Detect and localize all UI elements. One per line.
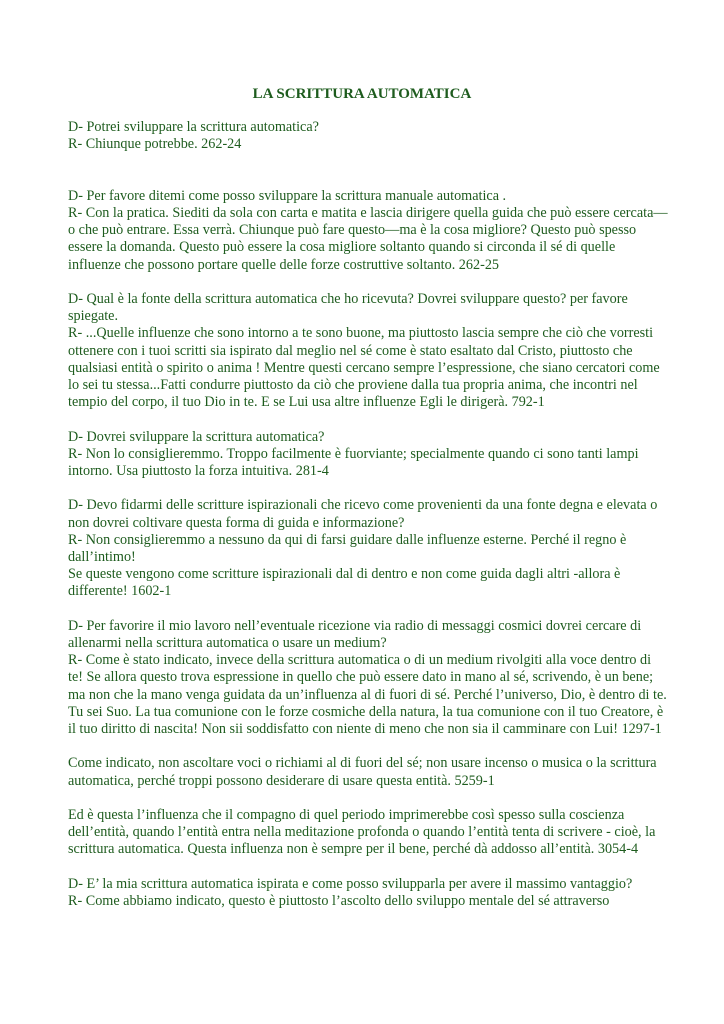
- text-line: D- Dovrei sviluppare la scrittura automatica?: [68, 428, 325, 445]
- text-line: R- Non consiglieremmo a nessuno da qui di farsi guidare dalle influenze esterne. Perché il regno è dall’intimo!: [68, 531, 627, 566]
- qa-text: [68, 291, 668, 411]
- document-body: [68, 119, 668, 910]
- paragraph: [68, 876, 668, 910]
- qa-text: [68, 188, 668, 274]
- text-line: D- E’ la mia scrittura automatica ispirata e come posso svilupparla per avere il massimo vantaggio?: [68, 875, 633, 892]
- qa-text: [68, 119, 668, 153]
- paragraph: [68, 291, 668, 411]
- text-line: D- Devo fidarmi delle scritture ispirazionali che ricevo come provenienti da una fonte degna e elevata o non dovrei coltivare questa forma di guida e informazione?: [68, 497, 658, 531]
- paragraph: [68, 755, 668, 789]
- text-line: R- Non lo consiglieremmo. Troppo facilmente è fuorviante; specialmente quando ci sono tanti lampi intorno. Usa piuttosto la forza intuitiva. 281-4: [68, 445, 639, 480]
- text-line: Come indicato, non ascoltare voci o richiami al di fuori del sé; non usare incenso o musica o la scrittura automatica, perché troppi possono desiderare di usare questa entità. 5259-1: [68, 755, 657, 789]
- text-line: R- Come abbiamo indicato, questo è piuttosto l’ascolto dello sviluppo mentale del sé attraverso: [68, 893, 610, 910]
- text-line: D- Per favorire il mio lavoro nell’eventuale ricezione via radio di messaggi cosmici dovrei cercare di allenarmi nella scrittura automatica o usare un medium?: [68, 617, 642, 652]
- text-line: D- Per favore ditemi come posso sviluppare la scrittura manuale automatica .: [68, 187, 507, 204]
- text-line: D- Potrei sviluppare la scrittura automatica?: [68, 119, 319, 135]
- paragraph: [68, 188, 668, 274]
- text-line: Se queste vengono come scritture ispirazionali dal di dentro e non come guida dagli altri -allora è differente! 1602-1: [68, 566, 621, 600]
- paragraph: [68, 429, 668, 481]
- text-line: D- Qual è la fonte della scrittura automatica che ho ricevuta? Dovrei sviluppare questo? per favore spiegate.: [68, 291, 628, 325]
- text-line: R- Come è stato indicato, invece della scrittura automatica o di un medium rivolgiti alla voce dentro di te! Se allora questo trova espressione in quello che può essere dato in mano al sé, scrivendo, è un bene; ma non che la mano venga guidata da un’influenza al di fuori di sé. Perché l’universo, Dio, è dentro di te. Tu sei Suo. La tua comunione con le forze cosmiche della natura, la tua comunione con il tuo Creatore, è il tuo diritto di nascita! Non sii soddisfatto con niente di meno che non sia il camminare con Lui! 1297-1: [68, 652, 667, 738]
- qa-text: [68, 429, 668, 481]
- qa-text: [68, 755, 668, 789]
- paragraph: [68, 807, 668, 859]
- paragraph: [68, 497, 668, 600]
- text-line: R- ...Quelle influenze che sono intorno a te sono buone, ma piuttosto lascia sempre che ciò che vorresti ottenere con i tuoi scritti sia ispirato dal meglio nel sé come è stato esaltato dal Cristo, piuttosto che qualsiasi entità o spirito o anima ! Mentre questi cercano sempre l’espressione, che siano cercatori come lo sei tu stessa...Fatti condurre piuttosto da ciò che proviene dalla tua propria anima, che incontri nel tempio del corpo, il tuo Dio in te. E se Lui usa altre influenze Egli le dirigerà. 792-1: [68, 325, 660, 411]
- text-line: R- Con la pratica. Siediti da sola con carta e matita e lascia dirigere quella guida che può essere cercata—o che può entrare. Essa verrà. Chiunque può fare questo—ma è la cosa migliore? Questo può spesso essere la domanda. Questo può essere la cosa migliore soltanto quando si circonda il sé di quelle influenze che possono portare quelle delle forze costruttive soltanto. 262-25: [68, 205, 668, 273]
- text-line: Ed è questa l’influenza che il compagno di quel periodo imprimerebbe così spesso sulla coscienza dell’entità, quando l’entità entra nella meditazione profonda o quando l’entità tenta di scrivere - cioè, la scrittura automatica. Questa influenza non è sempre per il bene, perché dà addosso all’entità. 3054-4: [68, 807, 656, 858]
- document-title: LA SCRITTURA AUTOMATICA: [252, 86, 472, 102]
- paragraph: [68, 119, 668, 153]
- text-line: R- Chiunque potrebbe. 262-24: [68, 136, 242, 153]
- qa-text: [68, 497, 668, 600]
- qa-text: [68, 876, 668, 910]
- qa-text: [68, 807, 668, 859]
- qa-text: [68, 618, 668, 738]
- paragraph: [68, 618, 668, 738]
